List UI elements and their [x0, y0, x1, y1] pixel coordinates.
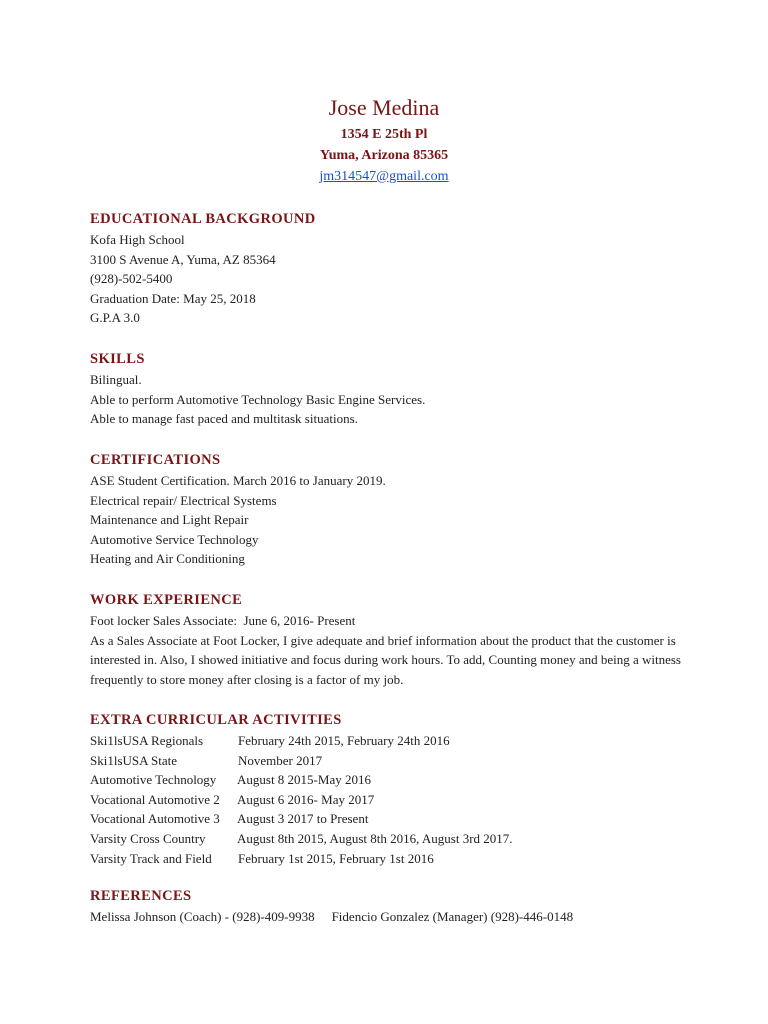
certification-line: ASE Student Certification. March 2016 to January 2019. [90, 473, 386, 488]
activity-dates: August 3 2017 to Present [237, 811, 369, 827]
education-line: (928)-502-5400 [90, 271, 173, 287]
skills-line: Able to manage fast paced and multitask situations. [90, 411, 358, 427]
activity-name: Varsity Track and Field [90, 850, 212, 866]
activity-row [90, 809, 710, 829]
activity-row [90, 829, 710, 849]
activity-dates: August 8th 2015, August 8th 2016, August 3rd 2017. [237, 830, 513, 846]
certification-line: Maintenance and Light Repair [90, 512, 249, 528]
education-heading: EDUCATIONAL BACKGROUND [90, 211, 316, 227]
activities-heading: EXTRA CURRICULAR ACTIVITIES [90, 712, 342, 728]
activity-dates: August 6 2016- May 2017 [237, 791, 375, 807]
email-link[interactable]: jm314547@gmail.com [319, 169, 449, 184]
references-section [90, 887, 710, 927]
reference-item: Melissa Johnson (Coach) - (928)-409-9938 [90, 909, 315, 924]
activity-row [90, 751, 710, 771]
skills-section [90, 350, 710, 429]
activity-dates: February 24th 2015, February 24th 2016 [238, 733, 450, 748]
activity-name: Vocational Automotive 2 [90, 791, 220, 807]
activity-name: Vocational Automotive 3 [90, 811, 220, 827]
certification-line: Automotive Service Technology [90, 531, 259, 547]
address-line-1: 1354 E 25th Pl [340, 127, 428, 142]
references-line [90, 907, 710, 927]
job-title-line: Foot locker Sales Associate: June 6, 2016- Present [90, 613, 356, 628]
activity-row [90, 790, 710, 810]
education-line: Kofa High School [90, 232, 185, 247]
education-line: G.P.A 3.0 [90, 310, 140, 326]
activity-name: Ski1lsUSA Regionals [90, 733, 204, 748]
activity-name: Ski1lsUSA State [90, 752, 178, 768]
activity-dates: February 1st 2015, February 1st 2016 [238, 850, 434, 866]
activity-dates: August 8 2015-May 2016 [237, 772, 371, 788]
activity-dates: November 2017 [238, 752, 323, 768]
activity-name: Varsity Cross Country [90, 830, 206, 846]
education-line: Graduation Date: May 25, 2018 [90, 290, 256, 306]
job-description: As a Sales Associate at Foot Locker, I give adequate and brief information about the product that the customer is interested in. Also, I showed initiative and focus during work hours. To add, Counting money and being a witness frequently to store money after closing is a factor of my job. [90, 632, 681, 687]
activity-row [90, 849, 710, 869]
education-line: 3100 S Avenue A, Yuma, AZ 85364 [90, 251, 276, 267]
certification-line: Electrical repair/ Electrical Systems [90, 492, 277, 508]
activity-row [90, 770, 710, 790]
reference-item: Fidencio Gonzalez (Manager) (928)-446-0148 [331, 909, 574, 924]
work-experience-section [90, 591, 710, 689]
skills-line: Able to perform Automotive Technology Basic Engine Services. [90, 391, 426, 407]
certification-line: Heating and Air Conditioning [90, 551, 245, 567]
address-line-2: Yuma, Arizona 85365 [319, 148, 449, 163]
skills-line: Bilingual. [90, 372, 142, 387]
activity-row [90, 731, 710, 751]
activities-section [90, 711, 710, 868]
skills-heading: SKILLS [90, 351, 145, 367]
work-experience-heading: WORK EXPERIENCE [90, 592, 243, 608]
certifications-heading: CERTIFICATIONS [90, 452, 221, 468]
references-heading: REFERENCES [90, 888, 192, 904]
certifications-section [90, 451, 710, 569]
education-section [90, 210, 710, 328]
applicant-name: Jose Medina [328, 95, 440, 120]
activity-name: Automotive Technology [90, 772, 217, 788]
